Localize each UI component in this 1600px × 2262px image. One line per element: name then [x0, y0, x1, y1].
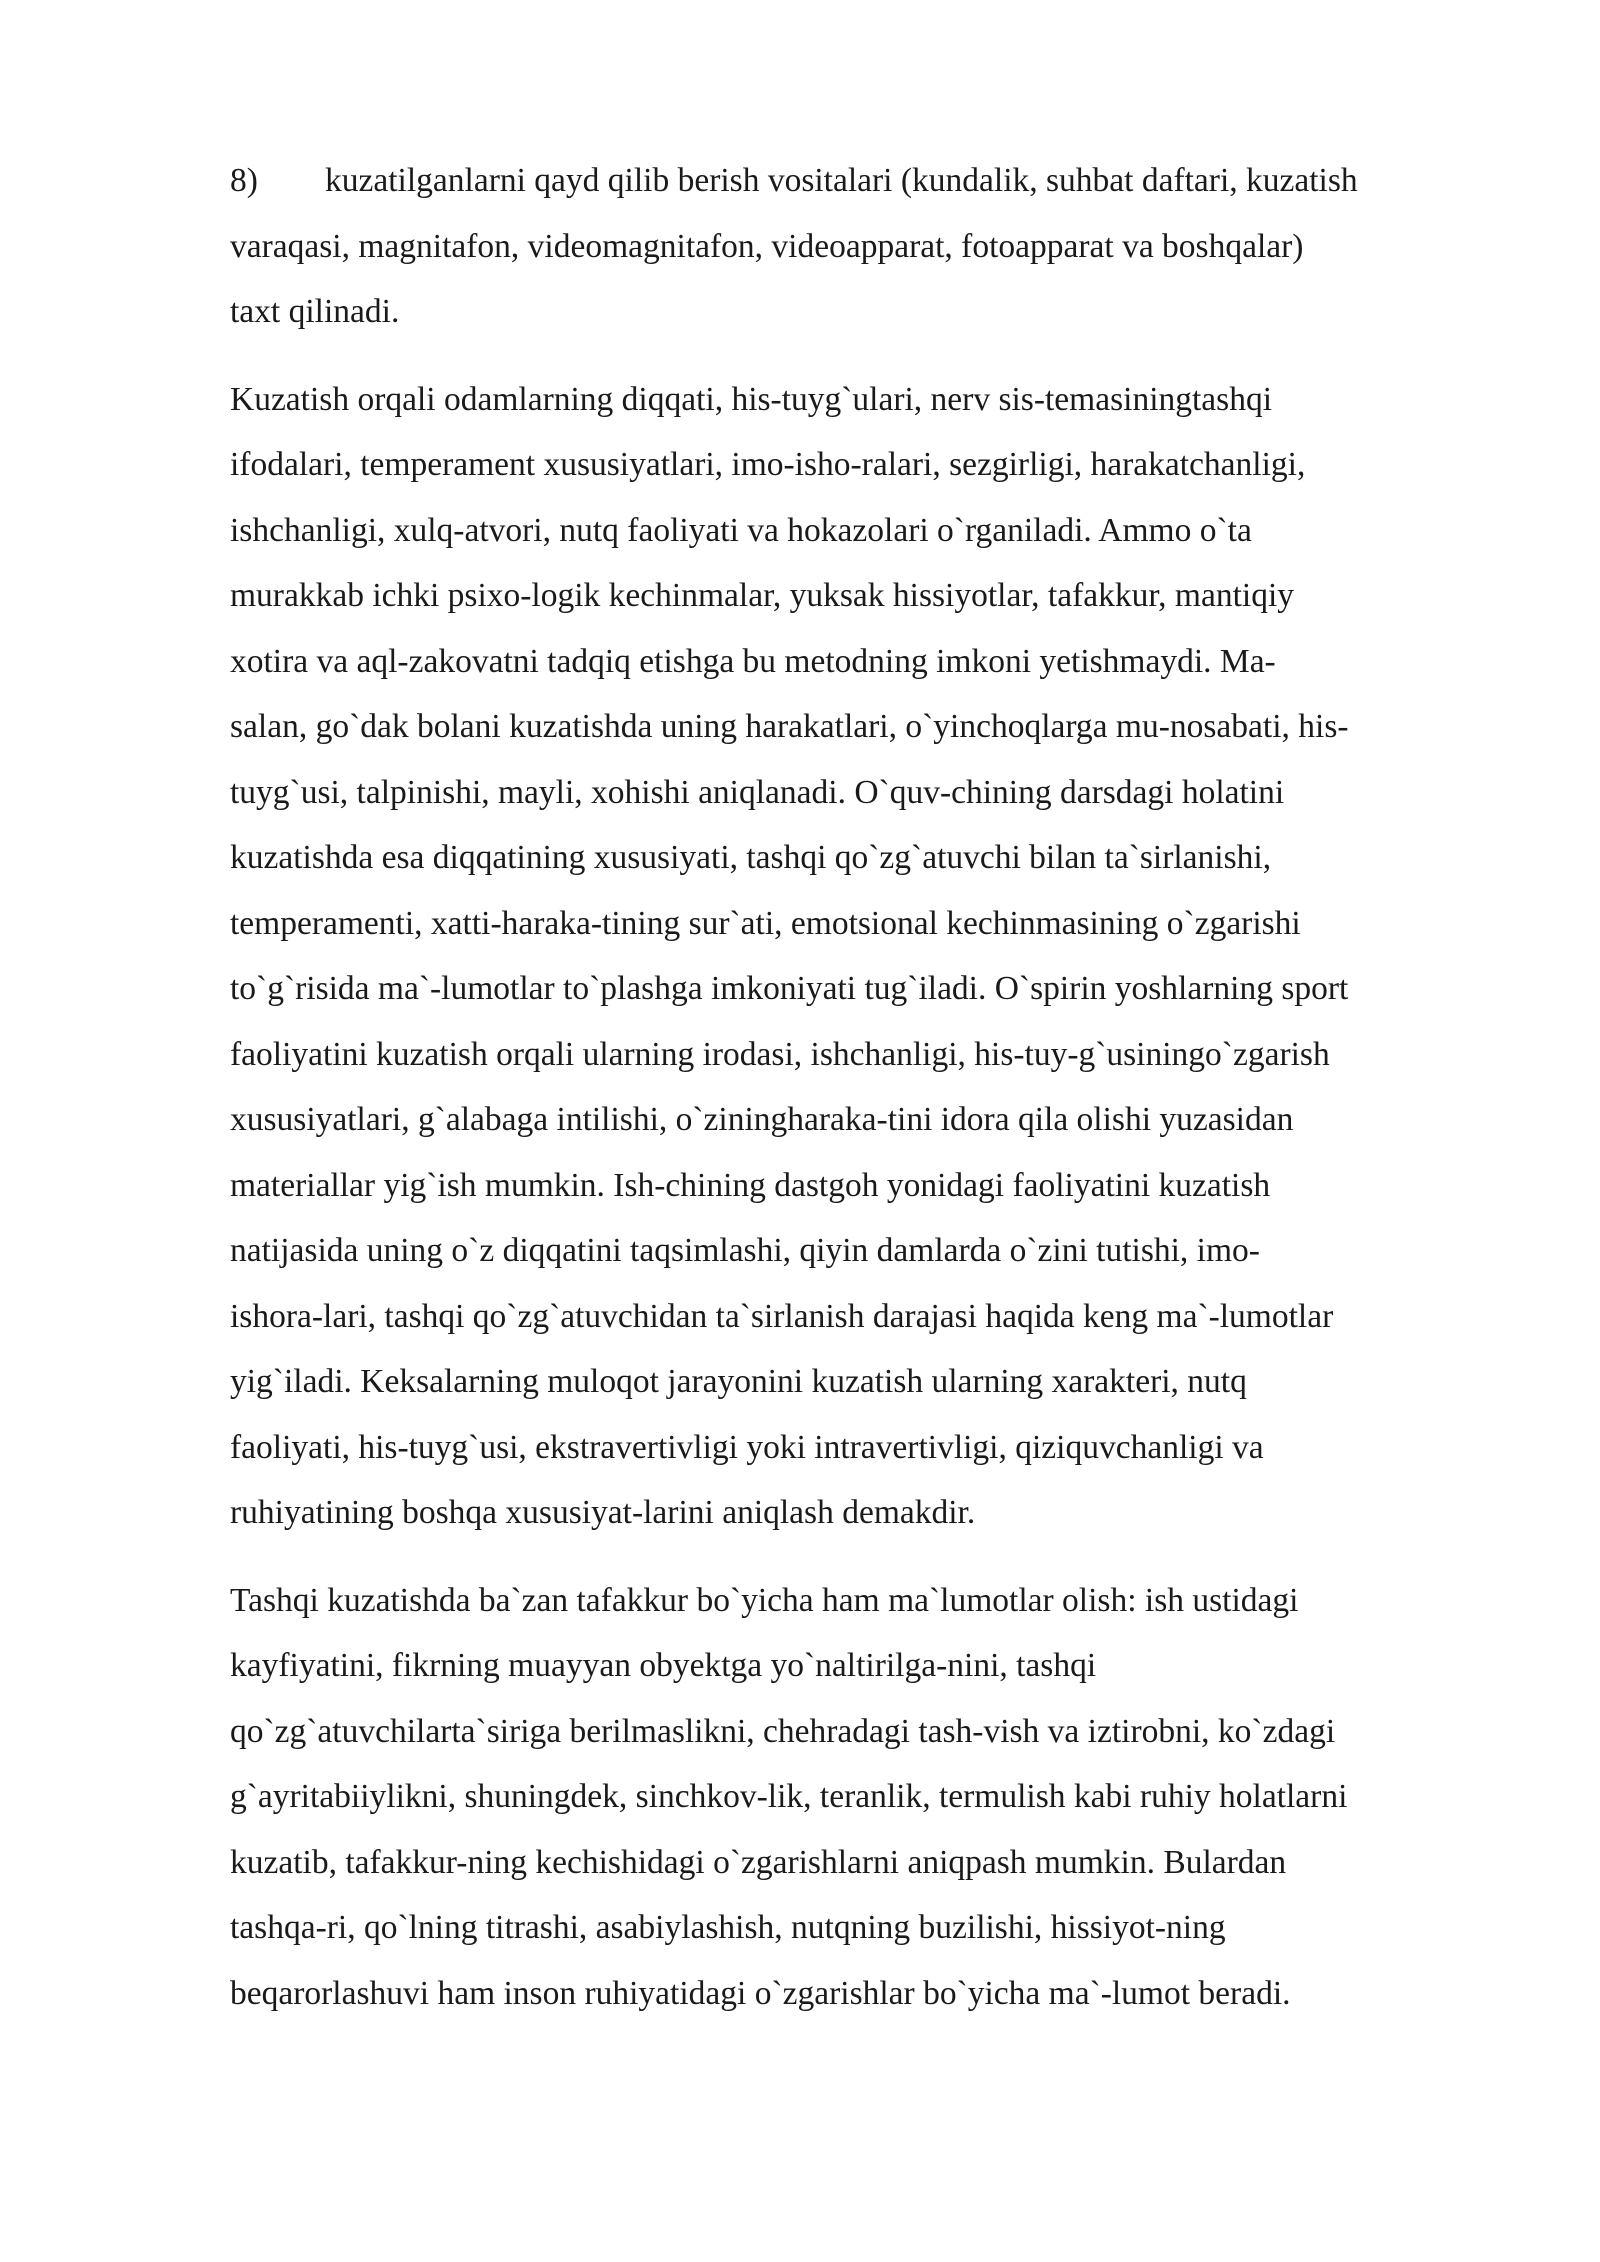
list-number: 8): [230, 162, 258, 199]
paragraph-line: Kuzatish orqali odamlarning diqqati, his-tuyg`ulari, nerv sis-temasiningtashqi: [230, 380, 1273, 418]
paragraph-3: [230, 1568, 1500, 2027]
paragraph-line: varaqasi, magnitafon, videomagnitafon, videoapparat, fotoapparat va boshqalar): [230, 227, 1304, 265]
paragraph-line: qo`zg`atuvchilarta`siriga berilmaslikni, chehradagi tash-vish va iztirobni, ko`zdagi: [230, 1712, 1336, 1750]
paragraph-line: murakkab ichki psixo-logik kechinmalar, yuksak hissiyotlar, tafakkur, mantiqiy: [230, 577, 1295, 614]
paragraph-line: natijasida uning o`z diqqatini taqsimlashi, qiyin damlarda o`zini tutishi, imo-: [230, 1232, 1260, 1269]
paragraph-line: tuyg`usi, talpinishi, mayli, xohishi aniqlanadi. O`quv-chining darsdagi holatini: [230, 773, 1285, 811]
paragraph-line: ifodalari, temperament xususiyatlari, imo-isho-ralari, sezgirligi, harakatchanligi,: [230, 446, 1306, 483]
paragraph-line: ishora-lari, tashqi qo`zg`atuvchidan ta`sirlanish darajasi haqida keng ma`-lumotlar: [230, 1297, 1334, 1335]
paragraph-line: ruhiyatining boshqa xususiyat-larini aniqlash demakdir.: [230, 1494, 976, 1531]
paragraph-line: materiallar yig`ish mumkin. Ish-chining dastgoh yonidagi faoliyatini kuzatish: [230, 1166, 1271, 1204]
paragraph-line: yig`iladi. Keksalarning muloqot jarayonini kuzatish ularning xarakteri, nutq: [230, 1363, 1247, 1400]
paragraph-line: tashqa-ri, qo`lning titrashi, asabiylashish, nutqning buzilishi, hissiyot-ning: [230, 1909, 1226, 1946]
document-body: [230, 148, 1500, 2026]
paragraph-line: taxt qilinadi.: [230, 293, 400, 330]
paragraph-line: xotira va aql-zakovatni tadqiq etishga bu metodning imkoni yetishmaydi. Ma-: [230, 642, 1276, 680]
paragraph-line: Tashqi kuzatishda ba`zan tafakkur bo`yicha ham ma`lumotlar olish: ish ustidagi: [230, 1581, 1299, 1619]
paragraph-line: faoliyati, his-tuyg`usi, ekstravertivligi yoki intravertivligi, qiziquvchanligi va: [230, 1428, 1264, 1466]
paragraph-line: faoliyatini kuzatish orqali ularning irodasi, ishchanligi, his-tuy-g`usiningo`zgarish: [230, 1035, 1330, 1073]
paragraph-2: [230, 367, 1500, 1546]
paragraph-line: kuzatishda esa diqqatining xususiyati, tashqi qo`zg`atuvchi bilan ta`sirlanishi,: [230, 839, 1272, 876]
paragraph-line: xususiyatlari, g`alabaga intilishi, o`ziningharaka-tini idora qila olishi yuzasidan: [230, 1101, 1294, 1138]
paragraph-spacer: [230, 1546, 1500, 1568]
paragraph-spacer: [230, 345, 1500, 367]
paragraph-line: to`g`risida ma`-lumotlar to`plashga imkoniyati tug`iladi. O`spirin yoshlarning sport: [230, 970, 1349, 1007]
paragraph-line: kayfiyatini, fikrning muayyan obyektga yo`naltirilga-nini, tashqi: [230, 1647, 1097, 1684]
paragraph-line: kuzatib, tafakkur-ning kechishidagi o`zgarishlarni aniqpash mumkin. Bulardan: [230, 1843, 1287, 1881]
paragraph-line: g`ayritabiiylikni, shuningdek, sinchkov-lik, teranlik, termulish kabi ruhiy holatlarni: [230, 1778, 1348, 1815]
paragraph-1: [230, 148, 1500, 345]
paragraph-line: beqarorlashuvi ham inson ruhiyatidagi o`zgarishlar bo`yicha ma`-lumot beradi.: [230, 1974, 1291, 2012]
paragraph-line: temperamenti, xatti-haraka-tining sur`ati, emotsional kechinmasining o`zgarishi: [230, 904, 1301, 942]
paragraph-line: ishchanligi, xulq-atvori, nutq faoliyati va hokazolari o`rganiladi. Ammo o`ta: [230, 511, 1252, 549]
paragraph-line: 8) kuzatilganlarni qayd qilib berish vositalari (kundalik, suhbat daftari, kuzatish: [230, 148, 1500, 214]
paragraph-line: salan, go`dak bolani kuzatishda uning harakatlari, o`yinchoqlarga mu-nosabati, his-: [230, 708, 1349, 745]
